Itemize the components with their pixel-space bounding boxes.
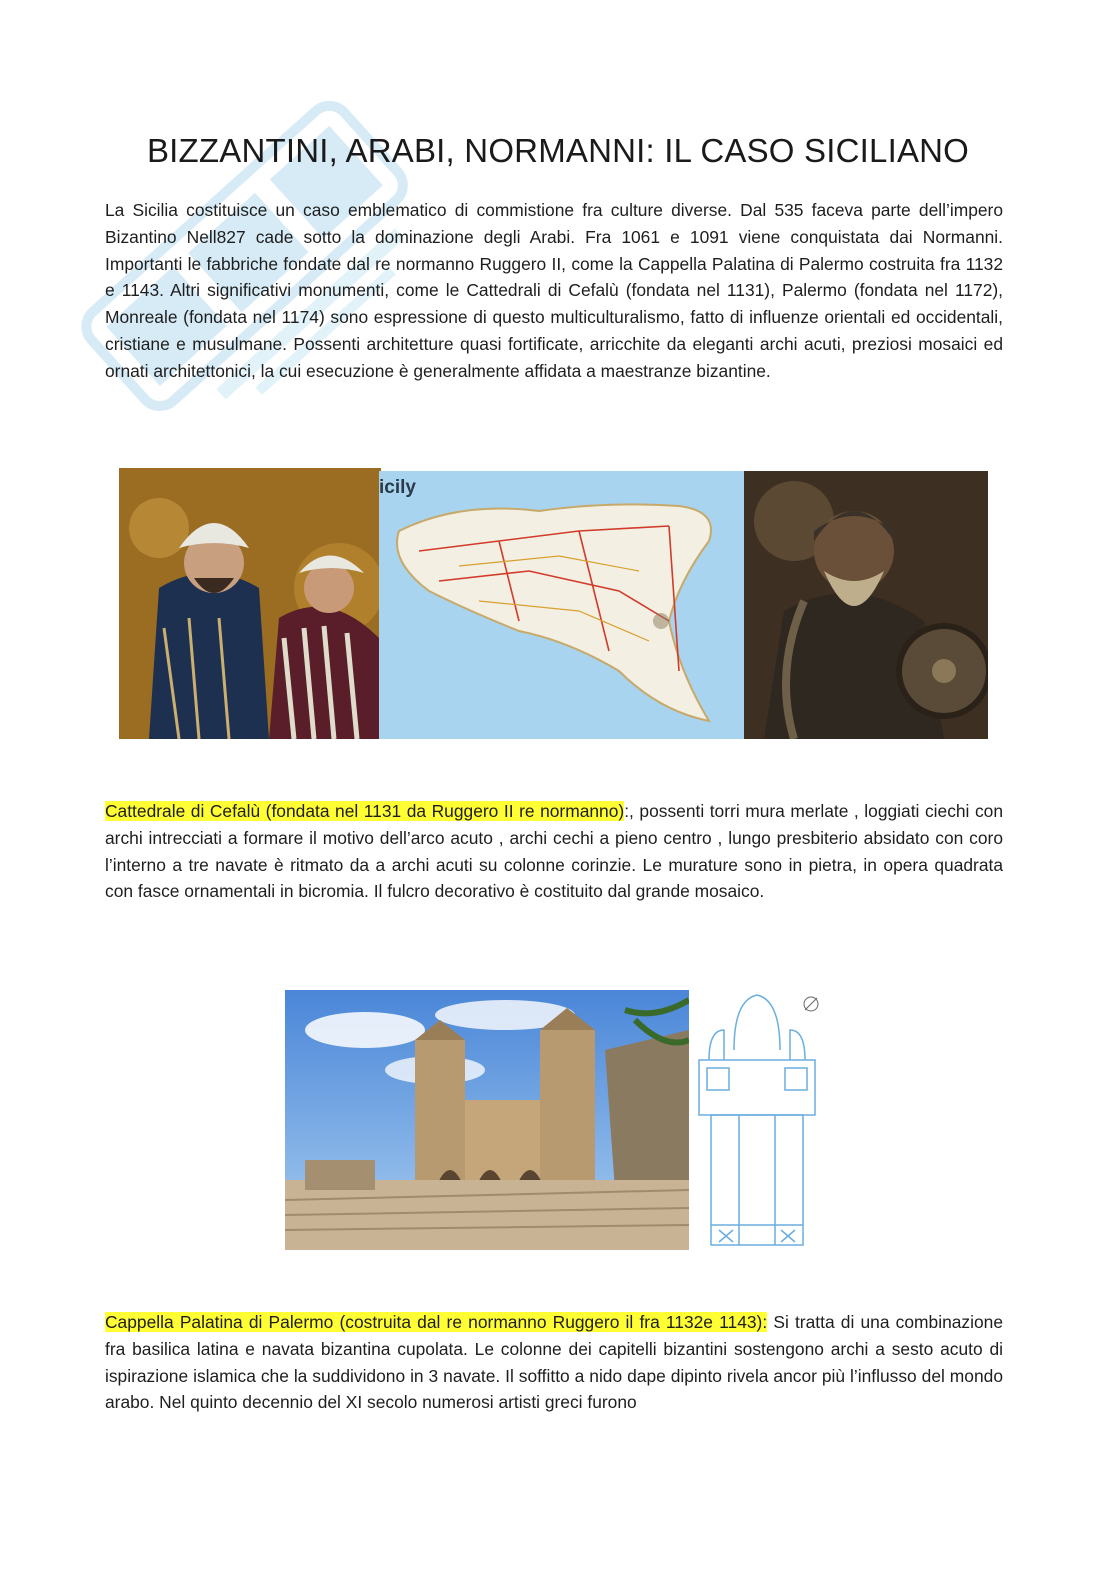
cefalu-paragraph [105, 798, 1003, 905]
palatina-paragraph [105, 1309, 1003, 1416]
cefalu-floor-plan [689, 990, 825, 1250]
intro-paragraph: La Sicilia costituisce un caso emblematico di commistione fra culture diverse. Dal 535 faceva parte dell’impero Bizantino Nell827 cade sotto la dominazione degli Arabi. Fra 1061 e 1091 viene conquistata dai Normanni. Importanti le fabbriche fondate dal re normanno Ruggero II, come la Cappella Palatina di Palermo costruita fra 1132 e 1143. Altri significativi monumenti, come le Cattedrali di Cefalù (fondata nel 1131), Palermo (fondata nel 1172), Monreale (fondata nel 1174) sono espressione di questo multiculturalismo, fatto di influenze orientali ed occidentali, cristiane e musulmane. Possenti architetture quasi fortificate, arricchite da eleganti archi acuti, preziosi mosaici ed ornati architettonici, la cui esecuzione è generalmente affidata a maestranze bizantine. [105, 200, 1003, 381]
arab-mosaic-image [119, 468, 381, 739]
palatina-text: Si tratta di una combinazione fra basilica latina e navata bizantina cupolata. Le colonne dei capitelli bizantini sostengono archi a sesto acuto di ispirazione islamica che la suddividono in 3 navate. Il soffitto a nido dape dipinto rivela ancor più l’influsso del mondo arabo. Nel quinto decennio del XI secolo numerosi artisti greci furono [105, 1312, 1003, 1413]
cefalu-heading: Cattedrale di Cefalù (fondata nel 1131 da Ruggero II re normanno) [105, 801, 625, 821]
cefalu-text: :, possenti torri mura merlate , loggiati ciechi con archi intrecciati a formare il motivo dell’arco acuto , archi cechi a pieno centro , lungo presbiterio absidato con coro l’interno a tre navate è ritmato da a archi acuti su colonne corinzie. Le murature sono in pietra, in opera quadrata con fasce ornamentali in bicromia. Il fulcro decorativo è costituito dal grande mosaico. [105, 801, 1004, 902]
sicily-map-image [379, 471, 745, 739]
map-label: icily [379, 477, 416, 498]
cefalu-cathedral-photo [285, 990, 689, 1250]
palatina-heading: Cappella Palatina di Palermo (costruita dal re normanno Ruggero il fra 1132e 1143): [105, 1312, 768, 1332]
norman-warrior-image [744, 471, 988, 739]
page-title: BIZZANTINI, ARABI, NORMANNI: IL CASO SICILIANO [146, 132, 970, 169]
